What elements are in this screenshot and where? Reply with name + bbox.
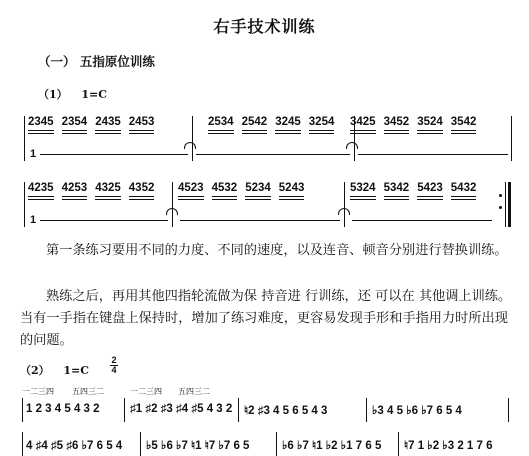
measure bbox=[28, 182, 154, 198]
ex2-measure: ♭5 ♭6 ♭7 ♮1 ♮7 ♭7 6 5 bbox=[146, 440, 250, 452]
note-group: 2354 bbox=[62, 116, 88, 132]
barline bbox=[124, 398, 125, 422]
exercise-1-staff-row-1 bbox=[24, 116, 512, 166]
note-group: 5324 bbox=[350, 182, 376, 198]
paragraph-1 bbox=[20, 240, 516, 262]
exercise-1-key: 1=C bbox=[81, 88, 107, 101]
note-group: 3542 bbox=[451, 116, 477, 132]
note-group: 4235 bbox=[28, 182, 54, 198]
fingering-label: 一二三四 bbox=[130, 387, 162, 396]
ex2-measure: ♯1 ♯2 ♯3 ♯4 ♯5 4 3 2 bbox=[130, 403, 233, 415]
hold-line bbox=[180, 220, 340, 221]
tie bbox=[166, 208, 178, 215]
ex2-measure: 4 ♯4 ♯5 ♯6 ♭7 6 5 4 bbox=[26, 440, 123, 452]
note-group: 4523 bbox=[178, 182, 204, 198]
exercise-2-number: （2） bbox=[20, 364, 50, 377]
tie bbox=[338, 208, 350, 215]
fingering-label: 一二三四 bbox=[22, 387, 54, 396]
fingering-label: 五四三二 bbox=[72, 387, 104, 396]
final-barline bbox=[508, 182, 511, 227]
note-group: 3254 bbox=[309, 116, 335, 132]
page-title: 右手技术训练 bbox=[213, 17, 316, 36]
ex2-measure: ♮7 1 ♭2 ♭3 2 1 7 6 bbox=[404, 440, 493, 452]
barline bbox=[505, 182, 506, 227]
barline bbox=[238, 398, 239, 422]
tie bbox=[184, 142, 196, 149]
hold-line bbox=[40, 220, 168, 221]
note-group: 2542 bbox=[242, 116, 268, 132]
repeat-dot bbox=[499, 206, 502, 209]
barline bbox=[172, 182, 173, 227]
measure bbox=[28, 116, 154, 132]
note-group: 2453 bbox=[129, 116, 155, 132]
held-note: 1 bbox=[30, 148, 37, 160]
note-group: 4532 bbox=[212, 182, 238, 198]
exercise-2-key: 1=C bbox=[63, 364, 89, 377]
tie bbox=[346, 142, 358, 149]
hold-line bbox=[352, 220, 492, 221]
barline bbox=[276, 432, 277, 456]
note-group: 2435 bbox=[95, 116, 121, 132]
barline bbox=[344, 182, 345, 227]
barline bbox=[366, 398, 367, 422]
hold-line bbox=[40, 154, 188, 155]
note-group: 5432 bbox=[451, 182, 477, 198]
ex2-measure: ♭6 ♭7 ♮1 ♭2 ♭1 7 6 5 bbox=[282, 440, 382, 452]
note-group: 2345 bbox=[28, 116, 54, 132]
exercise-1-header bbox=[38, 86, 107, 102]
repeat-dot bbox=[499, 194, 502, 197]
barline bbox=[511, 116, 512, 161]
barline bbox=[22, 432, 23, 456]
note-group: 3425 bbox=[350, 116, 376, 132]
time-signature-top: 2 bbox=[111, 355, 117, 365]
paragraph-2-text: 熟练之后，再用其他四指轮流做为保 持音进 行训练，还 可以在 其他调上训练。当有一手指在键盘上保持时，增加了练习难度，更容易发现手形和手指用力时所出现的问题。 bbox=[20, 289, 512, 348]
fingering-label: 五四三二 bbox=[178, 387, 210, 396]
exercise-1-staff-row-2 bbox=[24, 182, 512, 232]
barline bbox=[24, 116, 25, 161]
barline bbox=[508, 398, 509, 422]
note-group: 4352 bbox=[129, 182, 155, 198]
note-group: 3245 bbox=[275, 116, 301, 132]
barline bbox=[398, 432, 399, 456]
measure bbox=[350, 182, 476, 198]
barline bbox=[140, 432, 141, 456]
held-note: 1 bbox=[30, 214, 37, 226]
note-group: 4325 bbox=[95, 182, 121, 198]
note-group: 5234 bbox=[245, 182, 271, 198]
barline bbox=[24, 182, 25, 227]
measure bbox=[208, 116, 334, 132]
time-signature-bottom: 4 bbox=[111, 365, 117, 375]
section-heading: （一） 五指原位训练 bbox=[38, 54, 155, 69]
time-signature bbox=[110, 356, 118, 375]
measure bbox=[178, 182, 304, 198]
note-group: 4253 bbox=[62, 182, 88, 198]
paragraph-2 bbox=[20, 286, 516, 352]
measure bbox=[350, 116, 476, 132]
hold-line bbox=[358, 154, 508, 155]
note-group: 3524 bbox=[417, 116, 443, 132]
ex2-measure: ♮2 ♯3 4 5 6 5 4 3 bbox=[244, 405, 328, 417]
note-group: 5423 bbox=[417, 182, 443, 198]
hold-line bbox=[196, 154, 350, 155]
exercise-1-number: （1） bbox=[38, 88, 68, 101]
barline bbox=[192, 116, 193, 161]
ex2-measure: 1 2 3 4 5 4 3 2 bbox=[26, 403, 100, 415]
ex2-measure: ♭3 4 5 ♭6 ♭7 6 5 4 bbox=[372, 405, 462, 417]
note-group: 5243 bbox=[279, 182, 305, 198]
note-group: 2534 bbox=[208, 116, 234, 132]
barline bbox=[22, 398, 23, 422]
paragraph-1-text: 第一条练习要用不同的力度、不同的速度，以及连音、顿音分别进行替换训练。 bbox=[46, 243, 508, 258]
note-group: 5342 bbox=[384, 182, 410, 198]
note-group: 3452 bbox=[384, 116, 410, 132]
exercise-2-header bbox=[20, 362, 89, 378]
